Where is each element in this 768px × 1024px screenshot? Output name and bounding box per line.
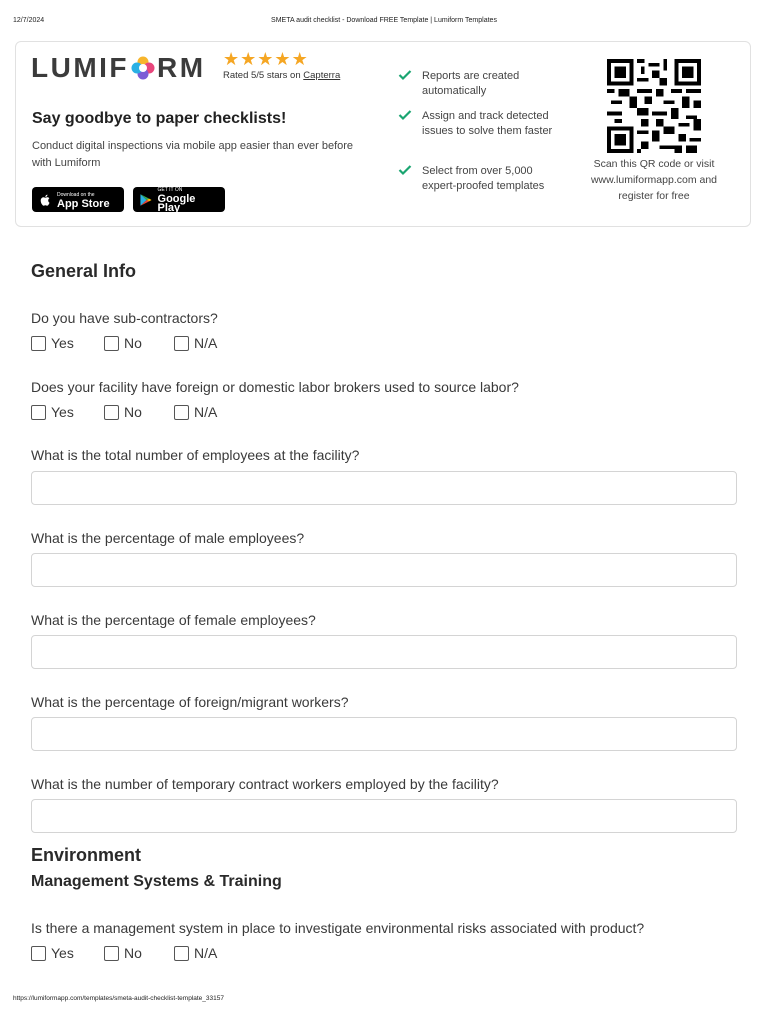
checkbox[interactable] bbox=[174, 946, 189, 961]
flower-logo-icon bbox=[131, 56, 155, 80]
question-label: What is the percentage of male employees? bbox=[31, 530, 305, 546]
feature-item: Assign and track detected issues to solve them faster bbox=[398, 109, 558, 138]
migrant-percentage-field[interactable] bbox=[31, 717, 737, 751]
checkbox[interactable] bbox=[31, 336, 46, 351]
option-na[interactable]: N/A bbox=[174, 404, 217, 420]
option-group bbox=[31, 404, 217, 420]
question-label: Is there a management system in place to investigate environmental risks associated with product? bbox=[31, 920, 645, 936]
google-play-small-text: GET IT ON bbox=[157, 187, 183, 193]
question-label: What is the percentage of female employees? bbox=[31, 612, 316, 628]
checkbox[interactable] bbox=[31, 946, 46, 961]
promo-banner bbox=[15, 41, 751, 227]
print-date: 12/7/2024 bbox=[13, 17, 45, 24]
lumiform-logo: LUMIF RM bbox=[31, 52, 206, 83]
temporary-workers-field[interactable] bbox=[31, 799, 737, 833]
checkbox[interactable] bbox=[31, 405, 46, 420]
checkbox[interactable] bbox=[104, 336, 119, 351]
checkbox[interactable] bbox=[104, 946, 119, 961]
option-yes[interactable]: Yes bbox=[31, 335, 104, 351]
option-group bbox=[31, 335, 217, 351]
question-label: What is the total number of employees at the facility? bbox=[31, 447, 360, 463]
option-no[interactable]: No bbox=[104, 335, 174, 351]
checkbox[interactable] bbox=[174, 405, 189, 420]
qr-code-icon bbox=[604, 59, 704, 153]
checkmark-icon bbox=[398, 109, 412, 121]
print-footer-url: https://lumiformapp.com/templates/smeta-audit-checklist-template_33157 bbox=[13, 995, 224, 1002]
subsection-management-systems: Management Systems & Training bbox=[31, 873, 282, 890]
star-icon: ★ bbox=[240, 49, 257, 69]
app-store-small-text: Download on the bbox=[57, 191, 95, 198]
question-label: What is the percentage of foreign/migrant workers? bbox=[31, 694, 349, 710]
section-general-info: General Info bbox=[31, 261, 137, 281]
option-na[interactable]: N/A bbox=[174, 335, 217, 351]
question-label: What is the number of temporary contract workers employed by the facility? bbox=[31, 776, 499, 792]
female-percentage-field[interactable] bbox=[31, 635, 737, 669]
star-icon: ★ bbox=[257, 49, 274, 69]
app-store-button[interactable] bbox=[32, 187, 124, 212]
checkmark-icon bbox=[398, 69, 412, 81]
question-label: Does your facility have foreign or domestic labor brokers used to source labor? bbox=[31, 379, 519, 395]
feature-item: Select from over 5,000 expert-proofed templates bbox=[398, 164, 558, 193]
google-play-button[interactable] bbox=[133, 187, 225, 212]
rating-text: Rated 5/5 stars on Capterra bbox=[223, 70, 341, 81]
checkbox[interactable] bbox=[104, 405, 119, 420]
option-yes[interactable]: Yes bbox=[31, 945, 104, 961]
section-environment: Environment bbox=[31, 845, 142, 865]
qr-caption: Scan this QR code or visit www.lumiformapp.com and register for free bbox=[590, 158, 718, 202]
star-icon: ★ bbox=[223, 49, 240, 69]
option-no[interactable]: No bbox=[104, 404, 174, 420]
app-store-big-text: App Store bbox=[57, 197, 110, 210]
banner-subline: Conduct digital inspections via mobile app easier than ever before with Lumiform bbox=[32, 140, 354, 169]
option-no[interactable]: No bbox=[104, 945, 174, 961]
option-yes[interactable]: Yes bbox=[31, 404, 104, 420]
capterra-link[interactable]: Capterra bbox=[303, 70, 341, 81]
male-percentage-field[interactable] bbox=[31, 553, 737, 587]
feature-item: Reports are created automatically bbox=[398, 69, 558, 98]
banner-headline: Say goodbye to paper checklists! bbox=[32, 110, 287, 127]
checkmark-icon bbox=[398, 164, 412, 176]
rating-stars bbox=[223, 50, 308, 68]
google-play-big-text: Google Play bbox=[157, 193, 196, 214]
option-na[interactable]: N/A bbox=[174, 945, 217, 961]
star-icon: ★ bbox=[274, 49, 291, 69]
option-group bbox=[31, 945, 217, 961]
checkbox[interactable] bbox=[174, 336, 189, 351]
star-icon: ★ bbox=[291, 49, 308, 69]
google-play-icon bbox=[139, 193, 153, 207]
question-label: Do you have sub-contractors? bbox=[31, 310, 218, 326]
total-employees-field[interactable] bbox=[31, 471, 737, 505]
apple-icon bbox=[38, 193, 52, 207]
print-page-title: SMETA audit checklist - Download FREE Template | Lumiform Templates bbox=[271, 17, 497, 24]
